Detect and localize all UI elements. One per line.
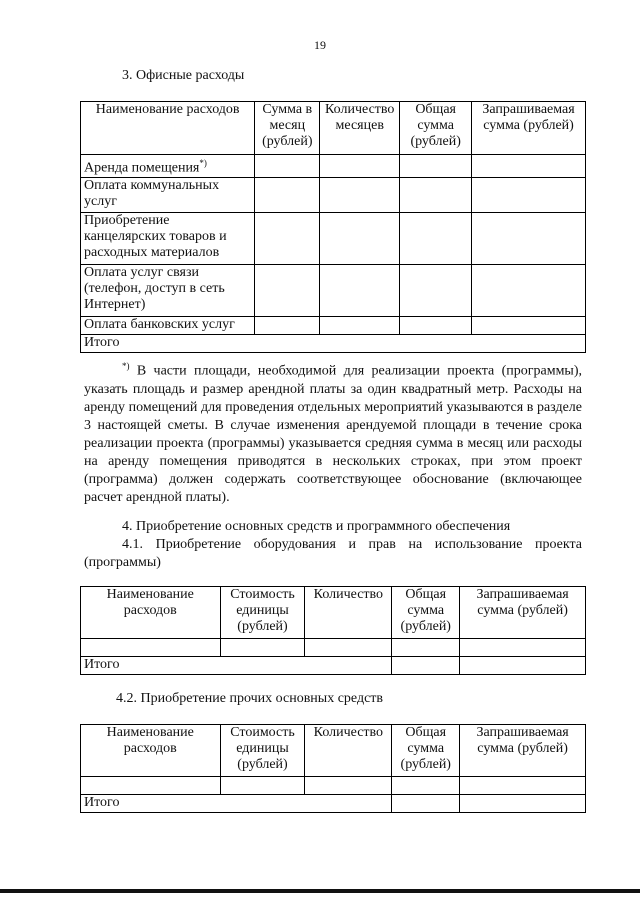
table-total-row <box>81 334 586 352</box>
header-cell: Количество месяцев <box>320 102 400 155</box>
table-cell <box>400 212 472 264</box>
table-cell <box>392 639 460 657</box>
table-cell <box>460 657 586 675</box>
table-cell <box>255 264 320 316</box>
table-cell <box>81 777 221 795</box>
table-cell <box>320 155 400 178</box>
row-label: Аренда помещения*) <box>81 155 255 178</box>
table-cell <box>392 795 460 813</box>
row-label: Оплата банковских услуг <box>81 316 255 334</box>
section-4-title: 4. Приобретение основных средств и программного обеспечения <box>122 519 511 534</box>
table-cell <box>320 316 400 334</box>
header-cell: Количество <box>305 725 392 777</box>
table-row <box>81 316 586 334</box>
table-cell <box>220 639 305 657</box>
table-cell <box>255 177 320 212</box>
page-number: 19 <box>314 38 326 52</box>
table-header-row <box>81 587 586 639</box>
header-cell: Наименование расходов <box>81 587 221 639</box>
table-cell <box>305 777 392 795</box>
other-assets-table <box>80 724 586 813</box>
table-row <box>81 212 586 264</box>
section-3-title: 3. Офисные расходы <box>122 68 245 83</box>
table-cell <box>472 177 586 212</box>
header-cell: Общая сумма (рублей) <box>392 725 460 777</box>
page-bottom-rule <box>0 889 640 893</box>
header-cell: Наименование расходов <box>81 102 255 155</box>
row-label: Оплата услуг связи (телефон, доступ в сеть Интернет) <box>81 264 255 316</box>
table-cell <box>472 212 586 264</box>
office-expenses-table <box>80 101 586 353</box>
table-cell <box>392 657 460 675</box>
equipment-table <box>80 586 586 675</box>
table-cell <box>255 212 320 264</box>
table-cell <box>392 777 460 795</box>
header-cell: Запрашиваемая сумма (рублей) <box>460 587 586 639</box>
table-cell <box>472 264 586 316</box>
header-cell: Количество <box>305 587 392 639</box>
table-cell <box>255 316 320 334</box>
table-row <box>81 639 586 657</box>
table-cell <box>81 639 221 657</box>
table-cell <box>320 212 400 264</box>
table-cell <box>320 177 400 212</box>
subsection-4-1-title: 4.1. Приобретение оборудования и прав на использование проекта (программы) <box>84 537 582 570</box>
table-cell <box>460 795 586 813</box>
header-cell: Стоимость единицы (рублей) <box>220 587 305 639</box>
header-cell: Общая сумма (рублей) <box>400 102 472 155</box>
table-row <box>81 177 586 212</box>
row-label: Оплата коммунальных услуг <box>81 177 255 212</box>
table-row <box>81 264 586 316</box>
table-header-row <box>81 102 586 155</box>
table-cell <box>400 155 472 178</box>
table-cell <box>460 777 586 795</box>
table-cell <box>305 639 392 657</box>
table-cell <box>255 155 320 178</box>
footnote-mark: *) <box>122 361 130 371</box>
header-cell: Наименование расходов <box>81 725 221 777</box>
table-cell <box>472 316 586 334</box>
table-cell <box>400 316 472 334</box>
table-cell <box>472 155 586 178</box>
total-label: Итого <box>81 657 392 675</box>
row-label: Приобретение канцелярских товаров и расходных материалов <box>81 212 255 264</box>
table-row <box>81 155 586 178</box>
table-row <box>81 777 586 795</box>
table-total-row <box>81 657 586 675</box>
header-cell: Запрашиваемая сумма (рублей) <box>472 102 586 155</box>
total-label: Итого <box>81 795 392 813</box>
subsection-4-2-title: 4.2. Приобретение прочих основных средств <box>116 691 384 706</box>
footnote-mark: *) <box>199 158 207 168</box>
header-cell: Сумма в месяц (рублей) <box>255 102 320 155</box>
table-cell <box>220 777 305 795</box>
table-header-row <box>81 725 586 777</box>
header-cell: Запрашиваемая сумма (рублей) <box>460 725 586 777</box>
header-cell: Общая сумма (рублей) <box>392 587 460 639</box>
header-cell: Стоимость единицы (рублей) <box>220 725 305 777</box>
table-cell <box>400 264 472 316</box>
table-cell <box>460 639 586 657</box>
footnote-text: *) В части площади, необходимой для реализации проекта (программы), указать площадь и размер арендной платы за один квадратный метр. Расходы на аренду помещений для проведения отдельных мероприятий указываются в разделе 3 настоящей сметы. В случае изменения арендуемой площади в течение срока реализации проекта (программы) указывается средняя сумма в месяц или расходы на аренду помещения приводятся в нескольких строках, при этом проект (программа) должен содержать соответствующее обоснование (включающее расчет арендной платы). <box>84 361 582 505</box>
total-label: Итого <box>81 334 586 352</box>
table-cell <box>400 177 472 212</box>
table-cell <box>320 264 400 316</box>
table-total-row <box>81 795 586 813</box>
